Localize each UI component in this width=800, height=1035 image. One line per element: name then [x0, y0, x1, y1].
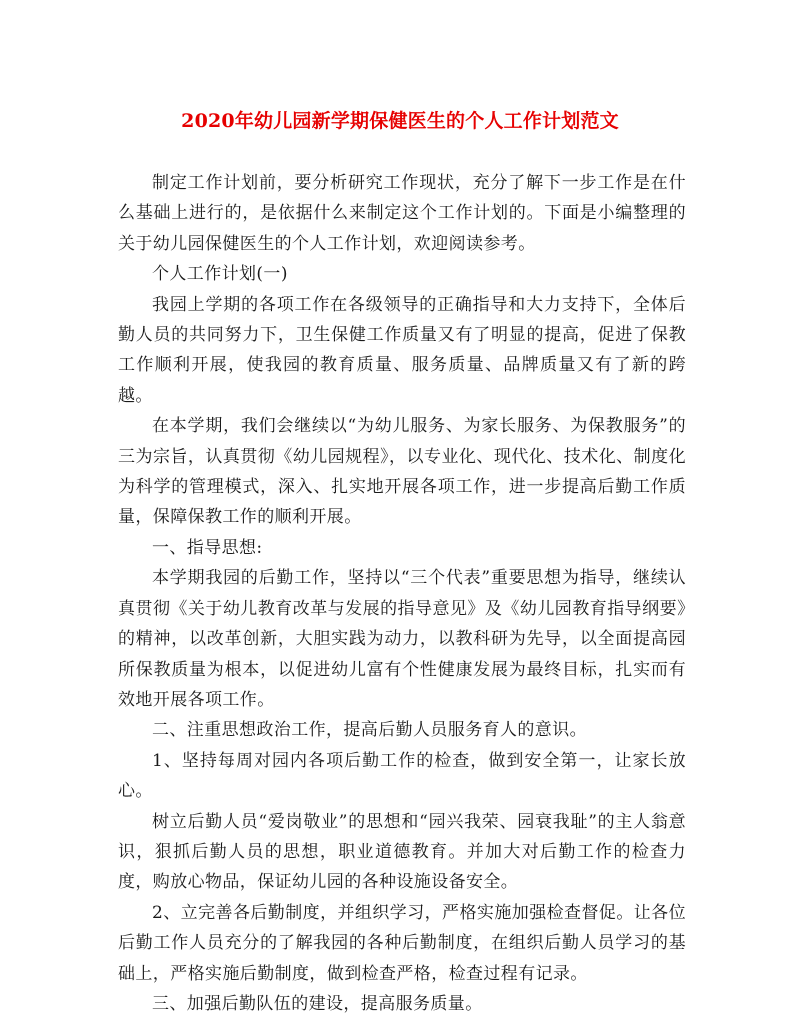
document-title: 2020年幼儿园新学期保健医生的个人工作计划范文 — [181, 110, 619, 132]
section-heading-guiding-ideology: 一、指导思想: — [152, 537, 263, 558]
paragraph-weekly-inspection: 1、坚持每周对园内各项后勤工作的检查，做到安全第一，让家长放心。 — [118, 750, 686, 802]
paragraph-intro: 制定工作计划前，要分析研究工作现状，充分了解下一步工作是在什么基础上进行的，是依据什么来制定这个工作计划的。下面是小编整理的关于幼儿园保健医生的个人工作计划，欢迎阅读参考。 — [118, 173, 686, 254]
paragraph-rules-system: 2、立完善各后勤制度，并组织学习，严格实施加强检查督促。让各位后勤工作人员充分的了解我园的各种后勤制度，在组织后勤人员学习的基础上，严格实施后勤制度，做到检查严格，检查过程有记录。 — [118, 902, 686, 984]
section-heading-plan-one: 个人工作计划(一) — [152, 264, 288, 285]
paragraph-this-term-goals: 在本学期，我们会继续以“为幼儿服务、为家长服务、为保教服务”的三为宗旨，认真贯彻《幼儿园规程》，以专业化、现代化、技术化、制度化为科学的管理模式，深入、扎实地开展各项工作，进一步提高后勤工作质量，保障保教工作的顺利开展。 — [118, 416, 686, 528]
paragraph-staff-awareness: 树立后勤人员“爱岗敬业”的思想和“园兴我荣、园衰我耻”的主人翁意识，狠抓后勤人员的思想，职业道德教育。并加大对后勤工作的检查力度，购放心物品，保证幼儿园的各种设施设备安全。 — [118, 811, 686, 893]
paragraph-last-term-summary: 我园上学期的各项工作在各级领导的正确指导和大力支持下，全体后勤人员的共同努力下，卫生保健工作质量又有了明显的提高，促进了保教工作顺利开展，使我园的教育质量、服务质量、品牌质量又有了新的跨越。 — [118, 294, 686, 406]
paragraph-guiding-ideology: 本学期我园的后勤工作，坚持以“三个代表”重要思想为指导，继续认真贯彻《关于幼儿教育改革与发展的指导意见》及《幼儿园教育指导纲要》的精神，以改革创新，大胆实践为动力，以教科研为先导，以全面提高园所保教质量为根本，以促进幼儿富有个性健康发展为最终目标，扎实而有效地开展各项工作。 — [118, 568, 686, 710]
document-body — [118, 168, 686, 1019]
section-heading-team-building: 三、加强后勤队伍的建设，提高服务质量。 — [152, 993, 483, 1014]
section-heading-political-work: 二、注重思想政治工作，提高后勤人员服务育人的意识。 — [152, 720, 587, 741]
